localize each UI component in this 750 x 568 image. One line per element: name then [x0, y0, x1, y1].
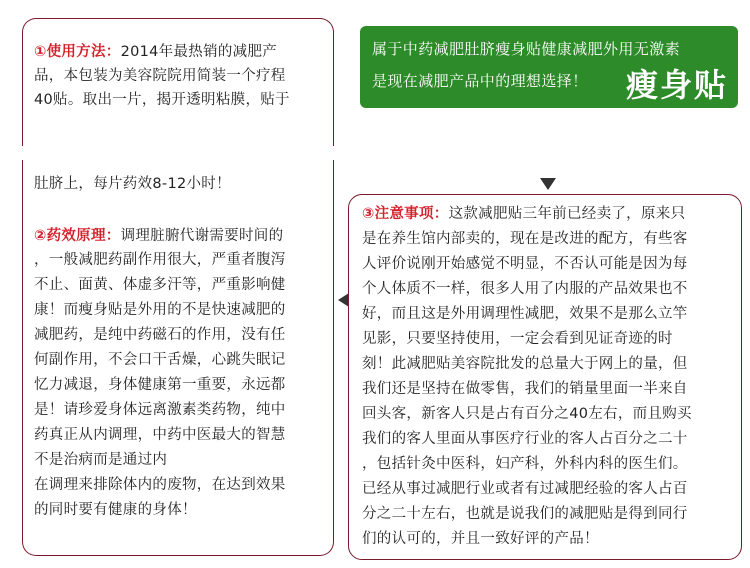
banner-title: 瘦身贴 [625, 66, 728, 104]
notes-line: 是在养生馆内部卖的，现在是改进的配方，有些客 [362, 231, 688, 247]
notes-line: 分之二十左右，也就是说我们的减肥贴是得到同行 [362, 506, 688, 522]
notes-label: ③注意事项： [362, 206, 449, 222]
notes-line: 已经从事过减肥行业或者有过减肥经验的客人占百 [362, 481, 688, 497]
notes-line: 我们还是坚持在做零售，我们的销量里面一半来自 [362, 381, 688, 397]
usage-line-1: ①使用方法：2014年最热销的减肥产 [34, 44, 278, 60]
efficacy-line: 的同时要有健康的身体！ [34, 502, 197, 518]
notes-line: 我们的客人里面从事医疗行业的客人占百分之二十 [362, 431, 688, 447]
notes-line: ，包括针灸中医科，妇产科，外科内科的医生们。 [362, 456, 688, 472]
notes-line: 们的认可的，并且一致好评的产品！ [362, 531, 599, 547]
efficacy-text [34, 248, 286, 523]
notes-line: 刻！此减肥贴美容院批发的总量大于网上的量，但 [362, 356, 688, 372]
usage-label: ①使用方法： [34, 44, 121, 60]
slimming-patch-banner [360, 26, 738, 108]
efficacy-line: 在调理来排除体内的废物，在达到效果 [34, 477, 286, 493]
usage-line-2: 品，本包装为美容院院用简装一个疗程 [34, 68, 286, 84]
efficacy-line: 忆力减退，身体健康第一重要，永远都 [34, 377, 286, 393]
efficacy-line: 何副作用，不会口干舌燥，心跳失眠记 [34, 352, 286, 368]
efficacy-line: 不是治病而是通过内 [34, 452, 168, 468]
notes-line-1: ③注意事项：这款减肥贴三年前已经卖了，原来只 [362, 206, 686, 222]
banner-line-1: 属于中药减肥肚脐瘦身贴健康减肥外用无激素 [372, 40, 681, 58]
usage-line-3: 40贴。取出一片，揭开透明粘膜，贴于 [34, 92, 290, 108]
notes-line: 回头客，新客人只是占有百分之40左右，而且购买 [362, 406, 692, 422]
notes-line: 人评价说刚开始感觉不明显，不否认可能是因为每 [362, 256, 688, 272]
notes-line: 好，而且这是外用调理性减肥，效果不是那么立竿 [362, 306, 688, 322]
efficacy-line: 减肥药，是纯中药磁石的作用，没有任 [34, 327, 286, 343]
efficacy-line: 是！请珍爱身体远离激素类药物，纯中 [34, 402, 286, 418]
efficacy-line-1: ②药效原理：调理脏腑代谢需要时间的 [34, 228, 284, 244]
notes-line: 个人体质不一样，很多人用了内服的产品效果也不 [362, 281, 688, 297]
notes-line: 见影，只要坚持使用，一定会看到见证奇迹的时 [362, 331, 673, 347]
notes-text [362, 227, 692, 552]
efficacy-line: 不止、面黄、体虚多汗等，严重影响健 [34, 277, 286, 293]
usage-line-4: 肚脐上，每片药效8-12小时！ [34, 176, 231, 192]
banner-line-2: 是现在减肥产品中的理想选择！ [372, 72, 588, 90]
down-arrow-icon [540, 178, 556, 190]
efficacy-label: ②药效原理： [34, 228, 121, 244]
efficacy-line: ，一般减肥药副作用很大，严重者腹泻 [34, 252, 286, 268]
efficacy-line: 药真正从内调理，中药中医最大的智慧 [34, 427, 286, 443]
efficacy-line: 康！而瘦身贴是外用的不是快速减肥的 [34, 302, 286, 318]
